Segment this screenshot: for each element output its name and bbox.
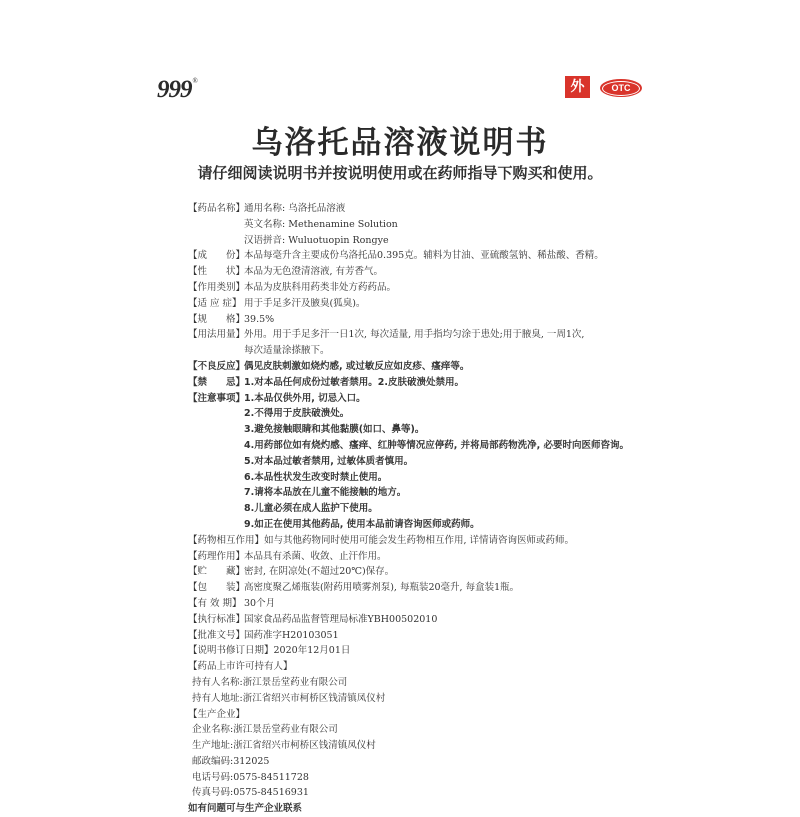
mah-heading-row — [188, 659, 658, 675]
pharmacology-row — [188, 549, 658, 565]
precaution-row — [188, 406, 658, 422]
usage-value-line2: 每次适量涂搽腋下。 — [244, 345, 330, 357]
manufacturer-postcode: 邮政编码:312025 — [192, 755, 270, 767]
manufacturer-phone: 电话号码:0575-84511728 — [192, 771, 309, 783]
character-label: 【性 状】 — [188, 266, 246, 278]
indication-value: 用于手足多汗及腋臭(狐臭)。 — [244, 297, 366, 309]
brand-logo — [157, 76, 197, 104]
manufacturer-name: 企业名称:浙江景岳堂药业有限公司 — [192, 724, 338, 736]
precaution-item: 5.对本品过敏者禁用, 过敏体质者慎用。 — [244, 455, 414, 467]
validity-label: 【有 效 期】 — [188, 597, 242, 609]
drug-name-row — [188, 201, 658, 217]
storage-label: 【贮 藏】 — [188, 566, 246, 578]
character-value: 本品为无色澄清溶液, 有芳香气。 — [244, 266, 384, 278]
mah-label: 【药品上市许可持有人】 — [188, 661, 293, 673]
footer-contact-note: 如有问题可与生产企业联系 — [188, 803, 303, 815]
manufacturer-label: 【生产企业】 — [188, 708, 246, 720]
interaction-value: 如与其他药物同时使用可能会发生药物相互作用, 详情请咨询医师或药师。 — [264, 534, 575, 546]
indication-label: 【适 应 症】 — [188, 297, 242, 309]
precaution-item: 1.本品仅供外用, 切忌入口。 — [244, 392, 366, 404]
contraindication-row — [188, 375, 658, 391]
standard-value: 国家食品药品监督管理局标准YBH00502010 — [244, 613, 438, 625]
approval-label: 【批准文号】 — [188, 629, 246, 641]
precautions-label: 【注意事项】 — [188, 392, 246, 404]
precaution-row — [188, 438, 658, 454]
adverse-label: 【不良反应】 — [188, 360, 246, 372]
precaution-item: 4.用药部位如有烧灼感、瘙痒、红肿等情况应停药, 并将局部药物洗净, 必要时向医师咨询。 — [244, 439, 630, 451]
precaution-row — [188, 391, 658, 407]
approval-value: 国药准字H20103051 — [244, 629, 339, 641]
mah-name-row — [188, 675, 658, 691]
mah-address: 持有人地址:浙江省绍兴市柯桥区钱清镇凤仪村 — [192, 692, 386, 704]
mah-name: 持有人名称:浙江景岳堂药业有限公司 — [192, 676, 348, 688]
registered-mark: ® — [192, 77, 197, 85]
drug-name-pinyin: 汉语拼音: Wuluotuopin Rongye — [244, 234, 389, 246]
precaution-row — [188, 470, 658, 486]
otc-mark-text: OTC — [602, 81, 640, 96]
specification-value: 39.5% — [244, 313, 275, 325]
approval-row — [188, 628, 658, 644]
manufacturer-phone-row — [188, 770, 658, 786]
otc-mark — [600, 79, 642, 97]
manufacturer-name-row — [188, 722, 658, 738]
adverse-row — [188, 359, 658, 375]
drug-name-pinyin-row — [188, 233, 658, 249]
precaution-item: 7.请将本品放在儿童不能接触的地方。 — [244, 487, 407, 499]
usage-value-line1: 外用。用于手足多汗一日1次, 每次适量, 用手指均匀涂于患处;用于腋臭, 一周1次, — [244, 329, 585, 341]
composition-row — [188, 248, 658, 264]
mah-address-row — [188, 691, 658, 707]
revision-row — [188, 643, 658, 659]
validity-value: 30个月 — [244, 597, 276, 609]
brand-logo-text: 999 — [157, 76, 192, 103]
drug-name-english: 英文名称: Methenamine Solution — [244, 218, 398, 230]
category-label: 【作用类别】 — [188, 281, 246, 293]
standard-row — [188, 612, 658, 628]
external-use-mark: 外 — [565, 76, 590, 98]
precaution-row — [188, 517, 658, 533]
usage-label: 【用法用量】 — [188, 329, 246, 341]
usage-row-continued — [188, 343, 658, 359]
storage-row — [188, 564, 658, 580]
drug-name-generic: 通用名称: 乌洛托品溶液 — [244, 203, 346, 214]
contraindication-label: 【禁 忌】 — [188, 376, 246, 388]
leaflet-title: 乌洛托品溶液说明书 — [251, 125, 549, 161]
precaution-row — [188, 422, 658, 438]
validity-row — [188, 596, 658, 612]
precaution-item: 2.不得用于皮肤破溃处。 — [244, 408, 350, 420]
precaution-row — [188, 454, 658, 470]
specification-row — [188, 312, 658, 328]
composition-label: 【成 份】 — [188, 250, 246, 262]
package-value: 高密度聚乙烯瓶装(附药用喷雾剂泵), 每瓶装20毫升, 每盒装1瓶。 — [244, 582, 520, 594]
manufacturer-fax-row — [188, 785, 658, 801]
footer-row — [188, 801, 658, 817]
package-row — [188, 580, 658, 596]
manufacturer-fax: 传真号码:0575-84516931 — [192, 787, 309, 799]
drug-name-label: 【药品名称】 — [188, 203, 246, 214]
precaution-item: 8.儿童必须在成人监护下使用。 — [244, 503, 378, 515]
standard-label: 【执行标准】 — [188, 613, 246, 625]
pharmacology-label: 【药理作用】 — [188, 550, 246, 562]
indication-row — [188, 296, 658, 312]
manufacturer-postcode-row — [188, 754, 658, 770]
manufacturer-address: 生产地址:浙江省绍兴市柯桥区钱清镇凤仪村 — [192, 740, 376, 752]
leaflet-body — [188, 201, 658, 817]
precaution-item: 9.如正在使用其他药品, 使用本品前请咨询医师或药师。 — [244, 518, 480, 530]
storage-value: 密封, 在阴凉处(不超过20℃)保存。 — [244, 566, 395, 578]
interaction-row — [188, 533, 658, 549]
category-value: 本品为皮肤科用药类非处方药药品。 — [244, 281, 397, 293]
interaction-label: 【药物相互作用】 — [188, 534, 265, 546]
precaution-item: 6.本品性状发生改变时禁止使用。 — [244, 471, 388, 483]
pharmacology-value: 本品具有杀菌、收敛、止汗作用。 — [244, 550, 387, 562]
composition-value: 本品每毫升含主要成份乌洛托品0.395克。辅料为甘油、亚硫酸氢钠、稀盐酸、香精。 — [244, 250, 604, 262]
adverse-value: 偶见皮肤刺激如烧灼感, 或过敏反应如皮疹、瘙痒等。 — [244, 360, 470, 372]
usage-notice: 请仔细阅读说明书并按说明使用或在药师指导下购买和使用。 — [197, 164, 603, 182]
character-row — [188, 264, 658, 280]
precaution-item: 3.避免接触眼睛和其他黏膜(如口、鼻等)。 — [244, 424, 425, 436]
precaution-row — [188, 485, 658, 501]
revision-label: 【说明书修订日期】 — [188, 645, 274, 657]
usage-row — [188, 327, 658, 343]
category-row — [188, 280, 658, 296]
revision-value: 2020年12月01日 — [273, 645, 351, 657]
manufacturer-address-row — [188, 738, 658, 754]
specification-label: 【规 格】 — [188, 313, 246, 325]
manufacturer-heading-row — [188, 707, 658, 723]
package-label: 【包 装】 — [188, 582, 246, 594]
drug-name-english-row — [188, 217, 658, 233]
precaution-row — [188, 501, 658, 517]
contraindication-value: 1.对本品任何成份过敏者禁用。2.皮肤破溃处禁用。 — [244, 376, 464, 388]
